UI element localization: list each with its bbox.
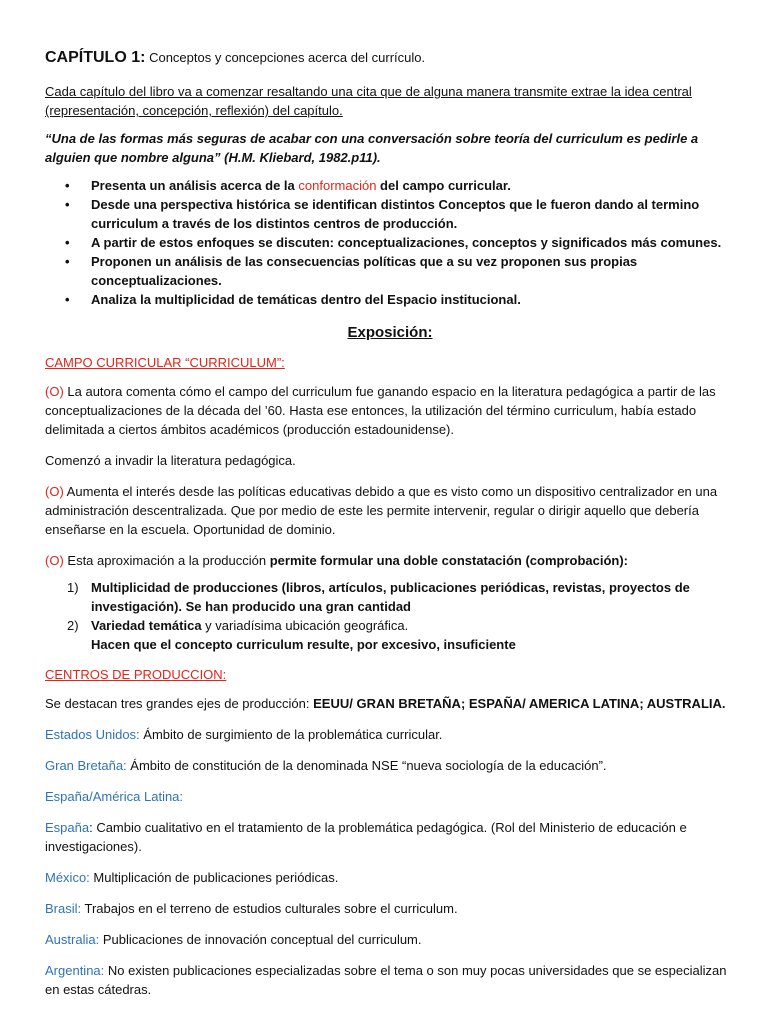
region-text: Ámbito de constitución de la denominada NSE “nueva sociología de la educación”. [126,758,607,773]
bullet-dot-icon: • [65,292,70,307]
centro-argentina [45,961,735,999]
region-label: Estados Unidos: [45,727,140,742]
bullet-item [45,252,735,290]
campo-paragraph-1 [45,382,735,439]
bullet-text: Proponen un análisis de las consecuencias políticas que a su vez proponen sus propias conceptualizaciones. [91,254,638,288]
paragraph-text: un dispositivo centralizador [516,484,674,499]
centros-heading: CENTROS DE PRODUCCION: [45,667,227,682]
quote: “Una de las formas más seguras de acabar con una conversación sobre teoría del curriculum es pedirle a alguien que nombre alguna” (H.M. Kliebard, 1982.p11). [45,131,699,165]
chapter-title [45,48,735,68]
region-label: España [45,820,90,835]
summary-bullets [45,176,735,309]
bullet-dot-icon: • [65,197,70,212]
campo-paragraph-4 [45,551,735,570]
paragraph-text: Hasta ese entonces, la utilización del término curriculum, había estado delimitada a ciertos ámbitos académicos (producción estadounidense). [45,403,697,437]
centro-australia [45,930,735,949]
centro-gran-bretana [45,756,735,775]
paragraph-text: el interés desde las políticas educativas debido a que es visto como [118,484,517,499]
bullet-text: Presenta un análisis acerca de la [91,178,299,193]
centros-intro [45,694,735,713]
bullet-text: Analiza la multiplicidad de temáticas dentro del Espacio institucional. [91,292,521,307]
numbered-item [45,578,735,616]
campo-heading: CAMPO CURRICULAR “CURRICULUM”: [45,355,285,370]
region-text: Trabajos en el terreno de estudios culturales sobre el curriculum. [81,901,458,916]
region-label: Brasil: [45,901,82,916]
region-text: No existen publicaciones especializadas sobre el tema o son muy pocas universidades que se especializan en estas cátedras. [45,963,727,997]
document-page [45,48,735,1011]
chapter-label: CAPÍTULO 1: [45,49,146,66]
bullet-dot-icon: • [65,235,70,250]
item-text: Multiplicidad de producciones (libros, artículos, publicaciones periódicas, revistas, proyectos de investigación). Se han producido una gran cantidad [91,580,690,614]
centro-espana [45,818,735,856]
bullet-item [45,290,735,309]
bullet-item [45,195,735,233]
bullet-item [45,233,735,252]
region-text: Ámbito de surgimiento de la problemática curricular. [139,727,443,742]
centro-espana-america-latina: España/América Latina: [45,789,184,804]
chapter-subtitle: Conceptos y concepciones acerca del currículo. [149,50,426,65]
region-label: Gran Bretaña: [45,758,127,773]
paragraph-text: en una administración descentralizada. Que por medio de este les permite intervenir, regular o dirigir aquello que debería enseñarse en la escuela. Oportunidad de dominio. [45,484,718,537]
item-text: y variadísima ubicación geográfica. [205,618,409,633]
centro-mexico [45,868,735,887]
item-text: Hacen que el concepto curriculum resulte, por excesivo, insuficiente [91,637,516,652]
paragraph-text: EEUU/ GRAN BRETAÑA; ESPAÑA/ AMERICA LATINA; AUSTRALIA. [313,696,726,711]
bullet-text: A partir de estos enfoques se discuten: conceptualizaciones, conceptos y significados más comunes. [91,235,722,250]
region-text: Multiplicación de publicaciones periódicas. [89,870,339,885]
paragraph-text: Esta aproximación a la producción [63,553,270,568]
marker-o: (O) [45,484,64,499]
region-text: Publicaciones de innovación conceptual del curriculum. [99,932,422,947]
item-text: Variedad temática [91,618,206,633]
centro-brasil [45,899,735,918]
bullet-dot-icon: • [65,254,70,269]
region-label: México: [45,870,90,885]
paragraph-text: La autora comenta cómo el campo del curriculum fue ganando espacio en la literatura pedagógica a partir de las conceptualizaciones de la década del ’60. [45,384,716,418]
paragraph-text: permite formular una doble constatación (comprobación): [269,553,628,568]
marker-o: (O) [45,553,64,568]
constatacion-list [45,578,735,654]
bullet-dot-icon: • [65,178,70,193]
item-number: 1) [67,580,79,595]
centro-eeuu [45,725,735,744]
region-label: Argentina: [45,963,105,978]
highlight-conformacion: conformación [298,178,377,193]
numbered-item [45,616,735,654]
exposicion-title: Exposición: [347,324,433,341]
marker-o: (O) [45,384,64,399]
paragraph-text: Aumenta [63,484,119,499]
bullet-text: Desde una perspectiva histórica se identifican distintos Conceptos que le fueron dando al termino curriculum a través de los distintos centros de producción. [91,197,700,231]
campo-paragraph-3 [45,482,735,539]
bullet-text: del campo curricular. [376,178,511,193]
paragraph-text: Se destacan tres grandes ejes de producción: [45,696,314,711]
bullet-item [45,176,735,195]
region-label: Australia: [45,932,100,947]
region-text: : Cambio cualitativo en el tratamiento de la problemática pedagógica. (Rol del Ministerio de educación e investigaciones). [45,820,687,854]
item-number: 2) [67,618,79,633]
campo-paragraph-2: Comenzó a invadir la literatura pedagógica. [45,453,296,468]
intro-paragraph: Cada capítulo del libro va a comenzar resaltando una cita que de alguna manera transmite extrae la idea central (representación, concepción, reflexión) del capítulo. [45,84,692,118]
